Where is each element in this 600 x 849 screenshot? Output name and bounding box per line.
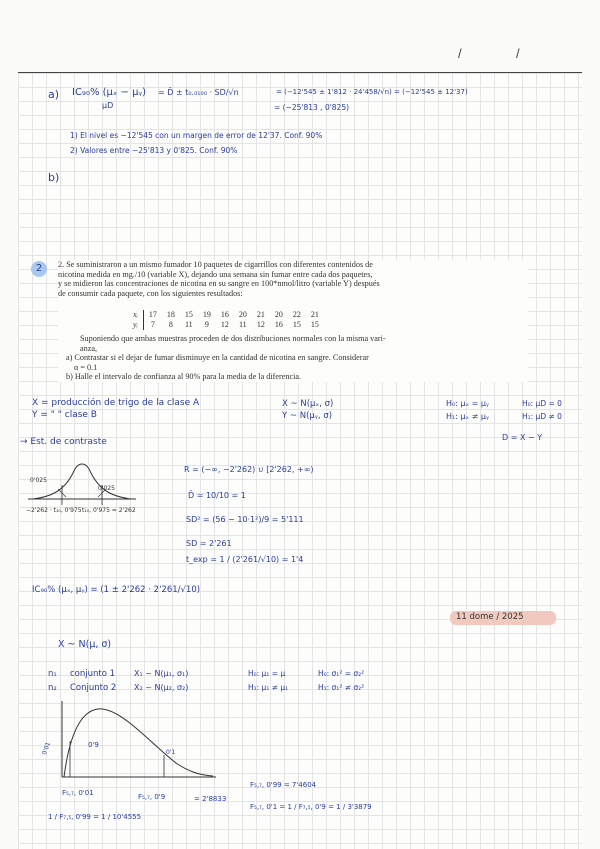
- table-cell: 20: [274, 310, 283, 320]
- y-distribution: Y ~ N(μᵧ, σ): [282, 411, 333, 421]
- set2-distribution: X₂ ~ N(μ₂, σ₂): [134, 683, 189, 692]
- f-critical-value: = 2'8833: [194, 795, 227, 803]
- table-row-x: [128, 310, 324, 320]
- f-distribution-curve-icon: [48, 701, 218, 781]
- table-cell: 16: [220, 310, 229, 320]
- set2-h1: H₁: μ₁ ≠ μ₁: [248, 683, 289, 692]
- ic-res1: = (−12'545 ± 1'812 · 24'458/√n) = (−12'545 ± 12'37): [276, 88, 468, 96]
- f-right-critical: F₅,₇, 0'9: [138, 793, 166, 801]
- normal-distribution: X ~ N(μ, σ): [58, 639, 112, 650]
- set1-name: conjunto 1: [70, 669, 116, 679]
- section-a-label: a): [48, 88, 60, 101]
- table-cell: 9: [204, 320, 209, 330]
- problem-line: α = 0.1: [74, 362, 98, 372]
- date-label: 11 dome / 2025: [456, 612, 524, 622]
- f-01-value: F₅,₇, 0'1 = 1 / F₇,₅, 0'9 = 1 / 3'3879: [250, 803, 372, 811]
- y-definition: Y = " " clase B: [32, 410, 97, 420]
- table-cell: 21: [256, 310, 265, 320]
- problem-line: anza,: [80, 343, 98, 353]
- set1-h0-variance: H₀: σ₁² = σ₂²: [318, 669, 365, 678]
- table-cell: 8: [168, 320, 173, 330]
- problem-number-badge: 2: [31, 261, 47, 277]
- problem-line: y se midieron las concentraciones de nicotina en su sangre en 100*nmol/litro (variable Y) después: [58, 279, 380, 289]
- contrast-statistic-heading: → Est. de contraste: [20, 437, 107, 447]
- set2-n: n₂: [48, 683, 57, 693]
- x-definition: X = producción de trigo de la clase A: [32, 398, 200, 408]
- table-cell: 21: [310, 310, 319, 320]
- table-cell: 7: [150, 320, 155, 330]
- table-cell: 17: [148, 310, 157, 320]
- set1-n: n₁: [48, 669, 57, 679]
- note-1: 1) El nivel es −12'545 con un margen de error de 12'37. Conf. 90%: [70, 131, 323, 140]
- header-slash-2: /: [516, 46, 520, 61]
- f-right-tail-label: 0'1: [166, 749, 176, 756]
- sd-value: SD = 2'261: [186, 539, 232, 548]
- f-inverse-099: 1 / F₇,₅, 0'99 = 1 / 10'4555: [48, 813, 142, 821]
- rejection-region: R = (−∞, −2'262) ∪ [2'262, +∞): [184, 465, 314, 474]
- set1-distribution: X₁ ~ N(μ₁, σ₁): [134, 669, 189, 678]
- set2-name: Conjunto 2: [70, 683, 117, 693]
- notebook-page: [18, 72, 582, 849]
- table-cell: 20: [238, 310, 247, 320]
- table-cell: 16: [274, 320, 283, 330]
- problem-line: 2. Se suministraron a un mismo fumador 10 paquetes de cigarrillos con diferentes contenidos de: [58, 260, 373, 269]
- curve-left-tail-label: 0'025: [30, 477, 47, 484]
- problem-line: nicotina medida en mg./10 (variable X), dejando una semana sin fumar entre cada dos paquetes,: [58, 269, 373, 279]
- table-cell: 15: [184, 310, 193, 320]
- curve-right-tail-label: 0'025: [98, 485, 115, 492]
- problem-line: Suponiendo que ambas muestras proceden de dos distribuciones normales con la misma vari-: [80, 334, 386, 343]
- sd-squared-value: SD² = (56 − 10·1²)/9 = 5'111: [186, 515, 304, 524]
- confidence-interval-90: IC₉₀% (μₓ, μᵧ) = (1 ± 2'262 · 2'261/√10): [32, 585, 201, 595]
- set2-h1-variance: H₁: σ₁² ≠ σ₂²: [318, 683, 365, 692]
- ic-eq: = D̄ ± t₀.₀₁₀₀ · SD/√n: [158, 88, 239, 97]
- x-distribution: X ~ N(μₓ, σ): [282, 399, 334, 409]
- set1-h0: H₀: μ₁ = μ: [248, 669, 286, 678]
- d-bar-value: D̄ = 10/10 = 1: [188, 491, 246, 500]
- curve-left-critical: −2'262 · t₁₀, 0'975: [26, 507, 82, 514]
- problem-statement: [58, 260, 528, 382]
- table-header-y: yᵢ: [128, 320, 143, 330]
- table-cell: 15: [310, 320, 319, 330]
- header-slash-1: /: [458, 46, 462, 61]
- f-center-label: 0'9: [88, 741, 99, 749]
- h0-equal-means: H₀: μₓ = μᵧ: [446, 399, 489, 408]
- t-exp-value: t_exp = 1 / (2'261/√10) = 1'4: [186, 555, 304, 564]
- table-row-y: [128, 320, 324, 330]
- f-099-value: F₅,₇, 0'99 = 7'4604: [250, 781, 317, 789]
- problem-line: a) Contrastar si el dejar de fumar disminuye en la cantidad de nicotina en sangre. Considerar: [66, 353, 369, 363]
- ic-lhs: IC₉₀% (μₓ − μᵧ): [72, 87, 147, 98]
- table-cell: 11: [184, 320, 193, 330]
- table-cell: 19: [202, 310, 211, 320]
- table-cell: 12: [256, 320, 265, 330]
- note-2: 2) Valores entre −25'813 y 0'825. Conf. 90%: [70, 146, 238, 155]
- table-cell: 18: [166, 310, 175, 320]
- problem-line: b) Halle el intervalo de confianza al 90% para la media de la diferencia.: [66, 372, 302, 382]
- d-definition: D = X − Y: [502, 433, 543, 442]
- table-cell: 15: [292, 320, 301, 330]
- table-header-x: xᵢ: [128, 310, 143, 320]
- h1-diff-nonzero: H₁: μD ≠ 0: [522, 412, 562, 421]
- f-left-critical: F₅,₇, 0'01: [62, 789, 94, 797]
- table-cell: 11: [238, 320, 247, 330]
- f-left-tail-label: 0'01: [41, 741, 53, 756]
- h1-diff-means: H₁: μₓ ≠ μᵧ: [446, 412, 489, 421]
- table-cell: 22: [292, 310, 301, 320]
- table-cell: 12: [220, 320, 229, 330]
- problem-line: de consumir cada paquete, con los siguientes resultados:: [58, 288, 243, 298]
- ic-sub: μD: [102, 101, 114, 110]
- data-table: [128, 310, 324, 330]
- curve-right-critical: t₁₀, 0'975 = 2'262: [82, 507, 136, 514]
- section-b-label: b): [48, 171, 60, 184]
- ic-res2: = (−25'813 , 0'825): [274, 103, 350, 112]
- h0-diff-zero: H₀: μD = 0: [522, 399, 562, 408]
